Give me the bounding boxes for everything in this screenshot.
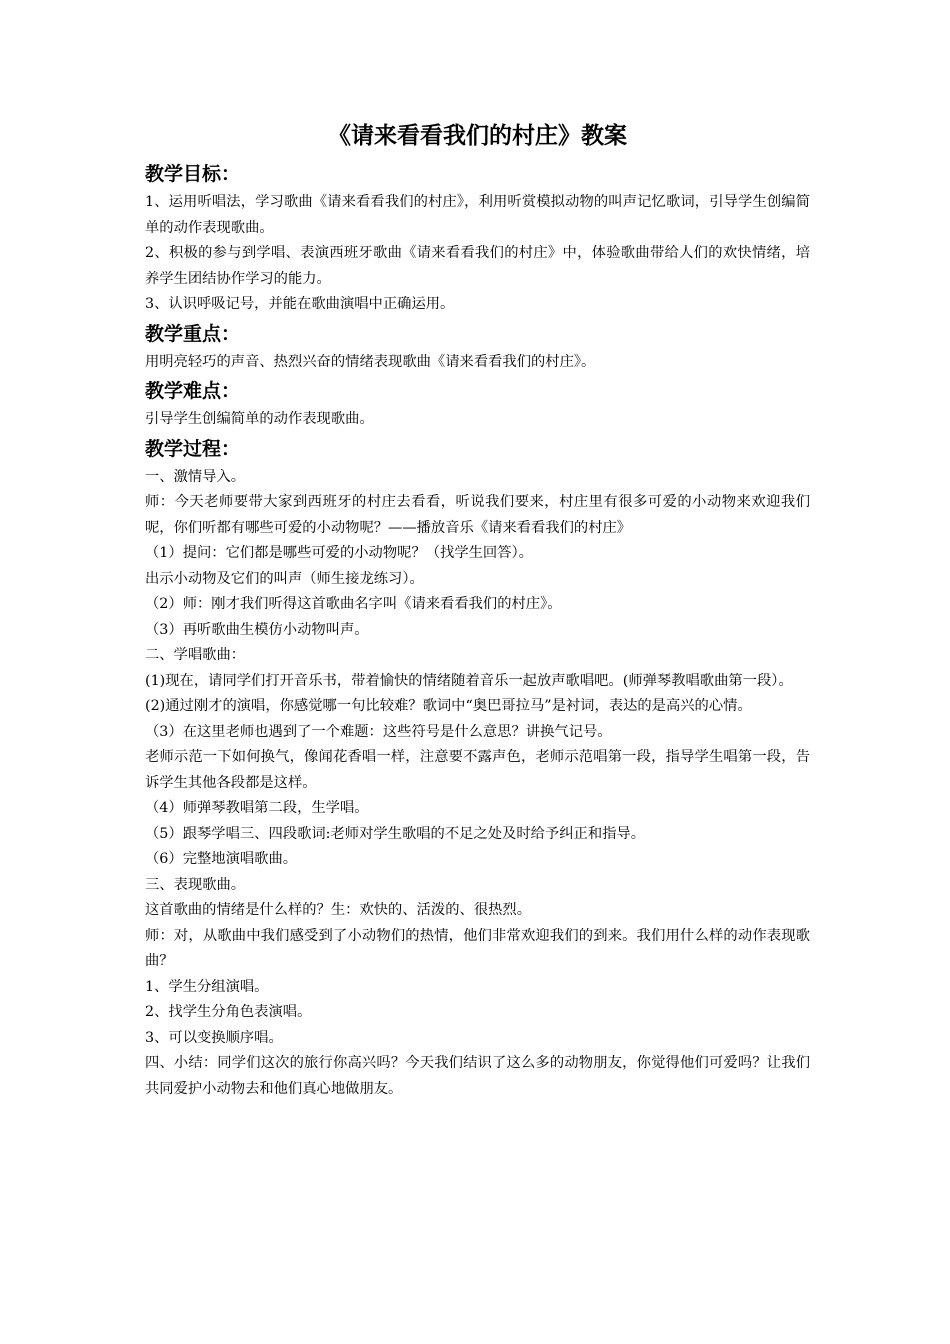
process-paragraph: （3）在这里老师也遇到了一个难题：这些符号是什么意思？讲换气记号。 [145, 723, 612, 740]
section-process [145, 433, 810, 1103]
process-paragraph: （1）提问：它们都是哪些可爱的小动物呢？（找学生回答）。 [145, 545, 533, 561]
process-paragraph: （4）师弹琴教唱第二段，生学唱。 [145, 800, 369, 816]
section-goals [145, 158, 810, 318]
process-paragraph: 三、表现歌曲。 [145, 876, 246, 893]
section-difficulties [145, 375, 810, 433]
process-paragraph: 一、激情导入。 [145, 468, 246, 485]
process-paragraph: （6）完整地演唱歌曲。 [145, 851, 298, 867]
document-title: 《请来看看我们的村庄》教案 [328, 123, 627, 149]
goal-paragraph: 3、认识呼吸记号，并能在歌曲演唱中正确运用。 [145, 296, 455, 312]
process-paragraph: （2）师：刚才我们听得这首歌曲名字叫《请来看看我们的村庄》。 [145, 596, 562, 612]
process-paragraph: 出示小动物及它们的叫声（师生接龙练习）。 [145, 570, 424, 587]
process-paragraph: 师：今天老师要带大家到西班牙的村庄去看看，听说我们要来，村庄里有很多可爱的小动物来欢迎我们呢，你们听都有哪些可爱的小动物呢？——播放音乐《请来看看我们的村庄》 [145, 494, 810, 536]
section-heading-goals: 教学目标： [145, 163, 241, 185]
process-paragraph: 2、找学生分角色表演唱。 [145, 1004, 312, 1020]
process-paragraph: （5）跟琴学唱三、四段歌词:老师对学生歌唱的不足之处及时给予纠正和指导。 [145, 825, 646, 842]
process-paragraph: 师：对，从歌曲中我们感受到了小动物们的热情，他们非常欢迎我们的到来。我们用什么样的动作表现歌曲？ [145, 927, 810, 969]
goal-paragraph: 2、积极的参与到学唱、表演西班牙歌曲《请来看看我们的村庄》中，体验歌曲带给人们的欢快情绪，培养学生团结协作学习的能力。 [145, 245, 810, 287]
process-paragraph: 3、可以变换顺序唱。 [145, 1029, 283, 1046]
process-paragraph: (1)现在，请同学们打开音乐书，带着愉快的情绪随着音乐一起放声歌唱吧。(师弹琴教唱歌曲第一段）。 [145, 672, 793, 689]
process-paragraph: 1、学生分组演唱。 [145, 978, 269, 995]
difficulty-paragraph: 引导学生创编简单的动作表现歌曲。 [145, 411, 374, 427]
process-paragraph: 二、学唱歌曲： [145, 647, 246, 663]
process-paragraph: (2)通过刚才的演唱，你感觉哪一句比较难？歌词中“奥巴哥拉马”是衬词，表达的是高兴的心情。 [145, 698, 752, 714]
goal-paragraph: 1、运用听唱法，学习歌曲《请来看看我们的村庄》，利用听赏模拟动物的叫声记忆歌词，引导学生创编简单的动作表现歌曲。 [145, 194, 810, 236]
process-paragraph: 老师示范一下如何换气，像闻花香唱一样，注意要不露声色，老师示范唱第一段，指导学生唱第一段，告诉学生其他各段都是这样。 [145, 749, 810, 791]
process-paragraph: 这首歌曲的情绪是什么样的？生：欢快的、活泼的、很热烈。 [145, 902, 532, 918]
section-key-points [145, 318, 810, 376]
section-heading-process: 教学过程： [145, 437, 241, 460]
key-point-paragraph: 用明亮轻巧的声音、热烈兴奋的情绪表现歌曲《请来看看我们的村庄》。 [145, 353, 596, 370]
process-paragraph: 四、小结：同学们这次的旅行你高兴吗？今天我们结识了这么多的动物朋友，你觉得他们可爱吗？让我们共同爱护小动物去和他们真心地做朋友。 [145, 1055, 810, 1097]
process-paragraph: （3）再听歌曲生模仿小动物叫声。 [145, 621, 369, 638]
section-heading-key-points: 教学重点： [145, 322, 241, 345]
document-page [145, 118, 810, 1102]
section-heading-difficulties: 教学难点： [145, 380, 241, 402]
